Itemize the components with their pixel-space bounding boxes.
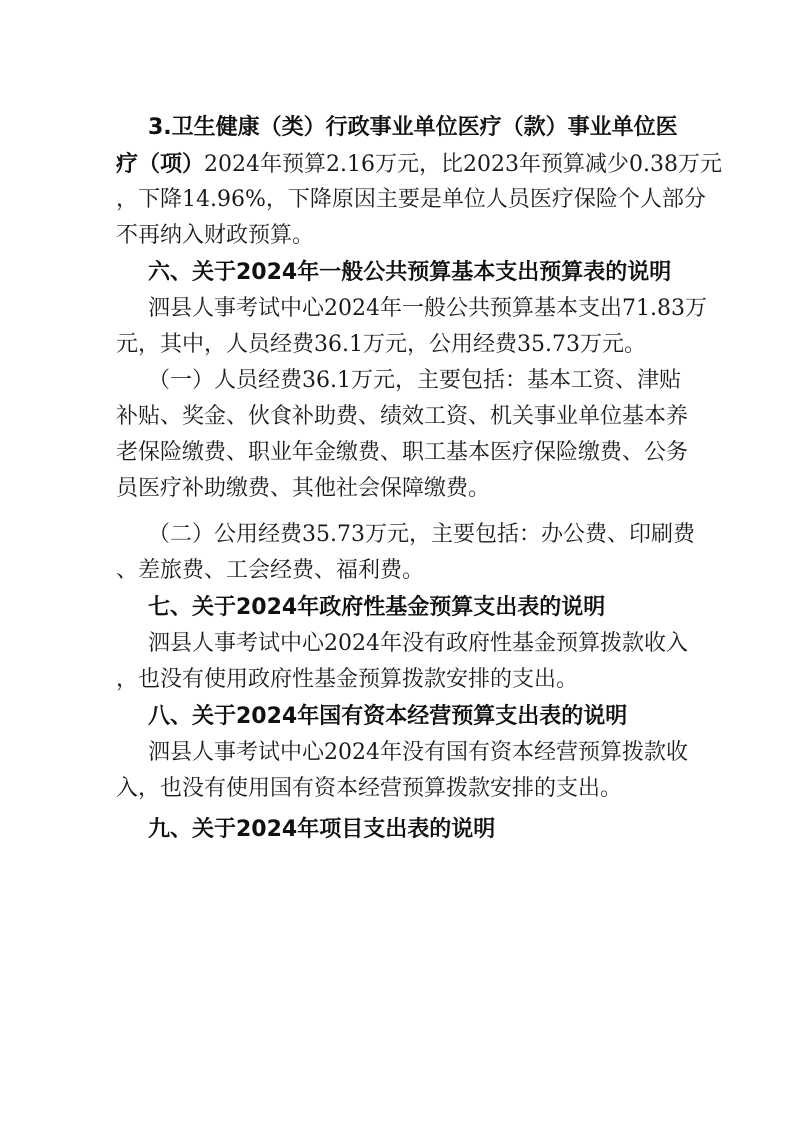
section7-p1-line2: ，也没有使用政府性基金预算拨款安排的支出。 [116,667,579,692]
section7-heading: 七、关于2024年政府性基金预算支出表的说明 [148,595,606,620]
section9-heading: 九、关于2024年项目支出表的说明 [148,817,496,842]
section6-p2-line2: 补贴、奖金、伙食补助费、绩效工资、机关事业单位基本养 [116,404,689,429]
item3-text-line2: 2024年预算2.16万元，比2023年预算减少0.38万元 [204,152,722,177]
item3-heading-tail: 疗（项） [116,152,205,177]
section8-p1-line1: 泗县人事考试中心2024年没有国有资本经营预算拨款收 [148,740,688,765]
section7-p1-line1: 泗县人事考试中心2024年没有政府性基金预算拨款收入 [148,631,688,656]
section6-p2-line3: 老保险缴费、职业年金缴费、职工基本医疗保险缴费、公务 [116,440,689,465]
section6-p2-line4: 员医疗补助缴费、其他社会保障缴费。 [116,476,491,501]
section6-p3-line2: 、差旅费、工会经费、福利费。 [116,558,425,583]
section6-heading: 六、关于2024年一般公共预算基本支出预算表的说明 [148,260,672,285]
section8-heading: 八、关于2024年国有资本经营预算支出表的说明 [148,704,628,729]
section8-p1-line2: 入，也没有使用国有资本经营预算拨款安排的支出。 [116,776,623,801]
section6-p1-line2: 元，其中，人员经费36.1万元，公用经费35.73万元。 [116,332,646,357]
section6-p3-line1: （二）公用经费35.73万元，主要包括：办公费、印刷费 [148,522,695,547]
item3-line3: ，下降14.96%，下降原因主要是单位人员医疗保险个人部分 [116,187,706,212]
section6-p1-line1: 泗县人事考试中心2024年一般公共预算基本支出71.83万 [148,296,707,321]
item3-line2 [116,149,722,180]
item3-heading-line1: 3.卫生健康（类）行政事业单位医疗（款）事业单位医 [148,115,678,140]
item3-line4: 不再纳入财政预算。 [116,223,315,248]
section6-p2-line1: （一）人员经费36.1万元，主要包括：基本工资、津贴 [148,368,681,393]
